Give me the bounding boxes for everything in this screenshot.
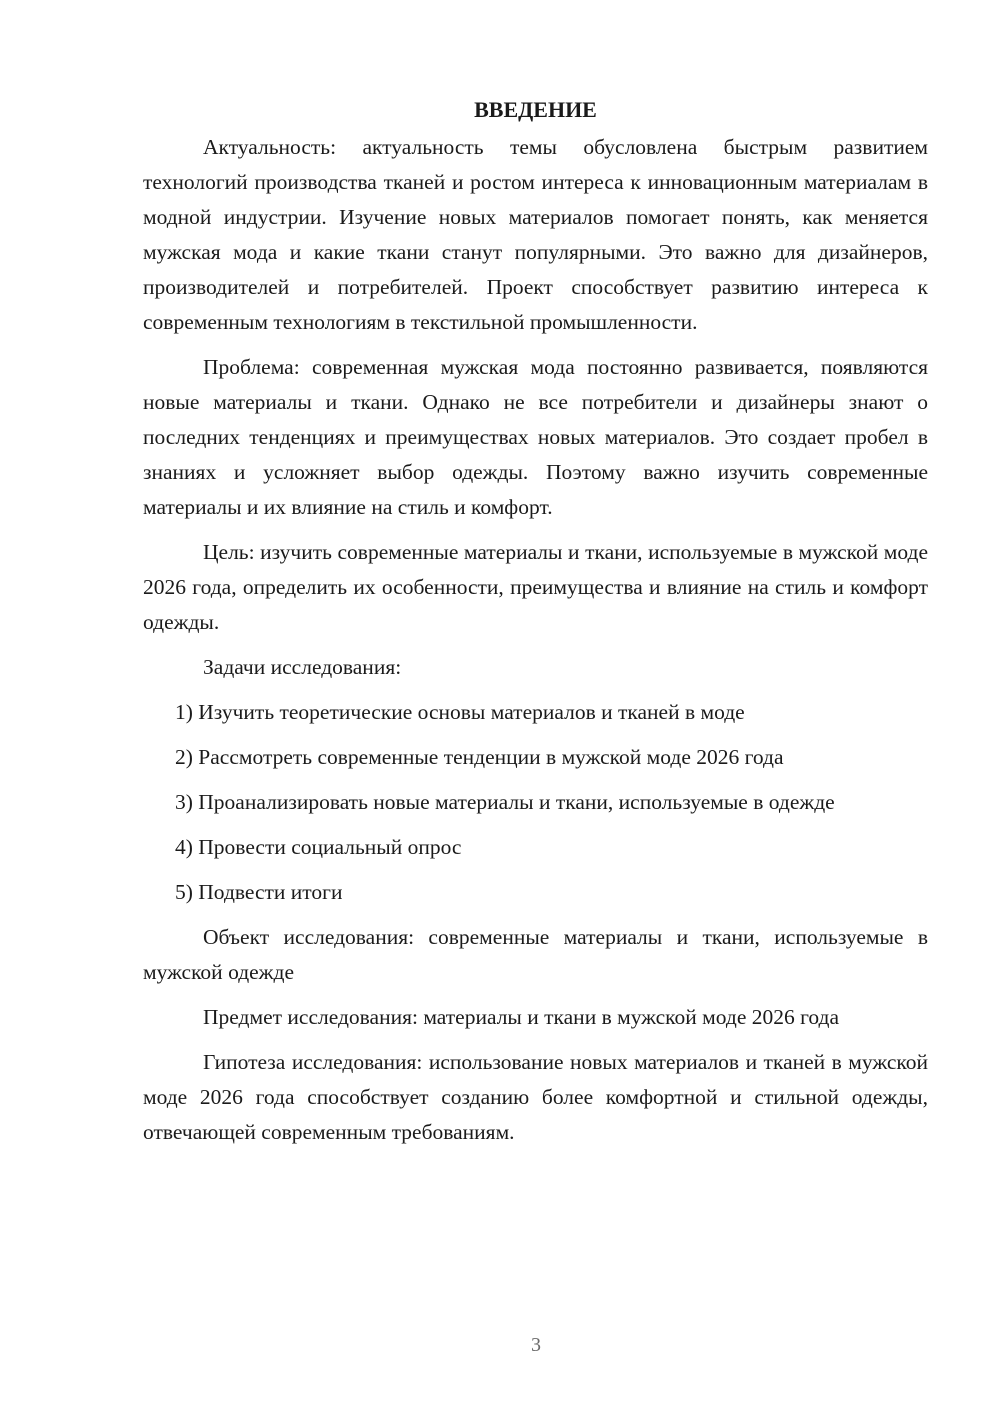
paragraph-hypothesis: Гипотеза исследования: использование новых материалов и тканей в мужской моде 2026 года способствует созданию более комфортной и стильной одежды, отвечающей современным требованиям. [143,1050,928,1144]
paragraph-subject: Предмет исследования: материалы и ткани в мужской моде 2026 года [203,1005,840,1029]
document-page [143,92,928,1160]
paragraph-object: Объект исследования: современные материалы и ткани, используемые в мужской одежде [143,925,928,984]
paragraph-goal: Цель: изучить современные материалы и ткани, используемые в мужской моде 2026 года, определить их особенности, преимущества и влияние на стиль и комфорт одежды. [143,540,928,634]
page-number: 3 [531,1334,541,1356]
section-heading: ВВЕДЕНИЕ [474,97,597,122]
task-item-1: 1) Изучить теоретические основы материалов и тканей в моде [175,700,745,724]
task-item-5: 5) Подвести итоги [175,880,343,904]
paragraph-problem: Проблема: современная мужская мода постоянно развивается, появляются новые материалы и ткани. Однако не все потребители и дизайнеры знают о последних тенденциях и преимуществах новых материалов. Это создает пробел в знаниях и усложняет выбор одежды. Поэтому важно изучить современные материалы и их влияние на стиль и комфорт. [143,355,928,519]
task-item-2: 2) Рассмотреть современные тенденции в мужской моде 2026 года [175,745,784,769]
task-item-4: 4) Провести социальный опрос [175,835,462,859]
paragraph-relevance: Актуальность: актуальность темы обусловлена быстрым развитием технологий производства тканей и ростом интереса к инновационным материалам в модной индустрии. Изучение новых материалов помогает понять, как меняется мужская мода и какие ткани станут популярными. Это важно для дизайнеров, производителей и потребителей. Проект способствует развитию интереса к современным технологиям в текстильной промышленности. [143,135,928,334]
task-item-3: 3) Проанализировать новые материалы и ткани, используемые в одежде [175,790,835,814]
tasks-heading: Задачи исследования: [203,655,402,679]
